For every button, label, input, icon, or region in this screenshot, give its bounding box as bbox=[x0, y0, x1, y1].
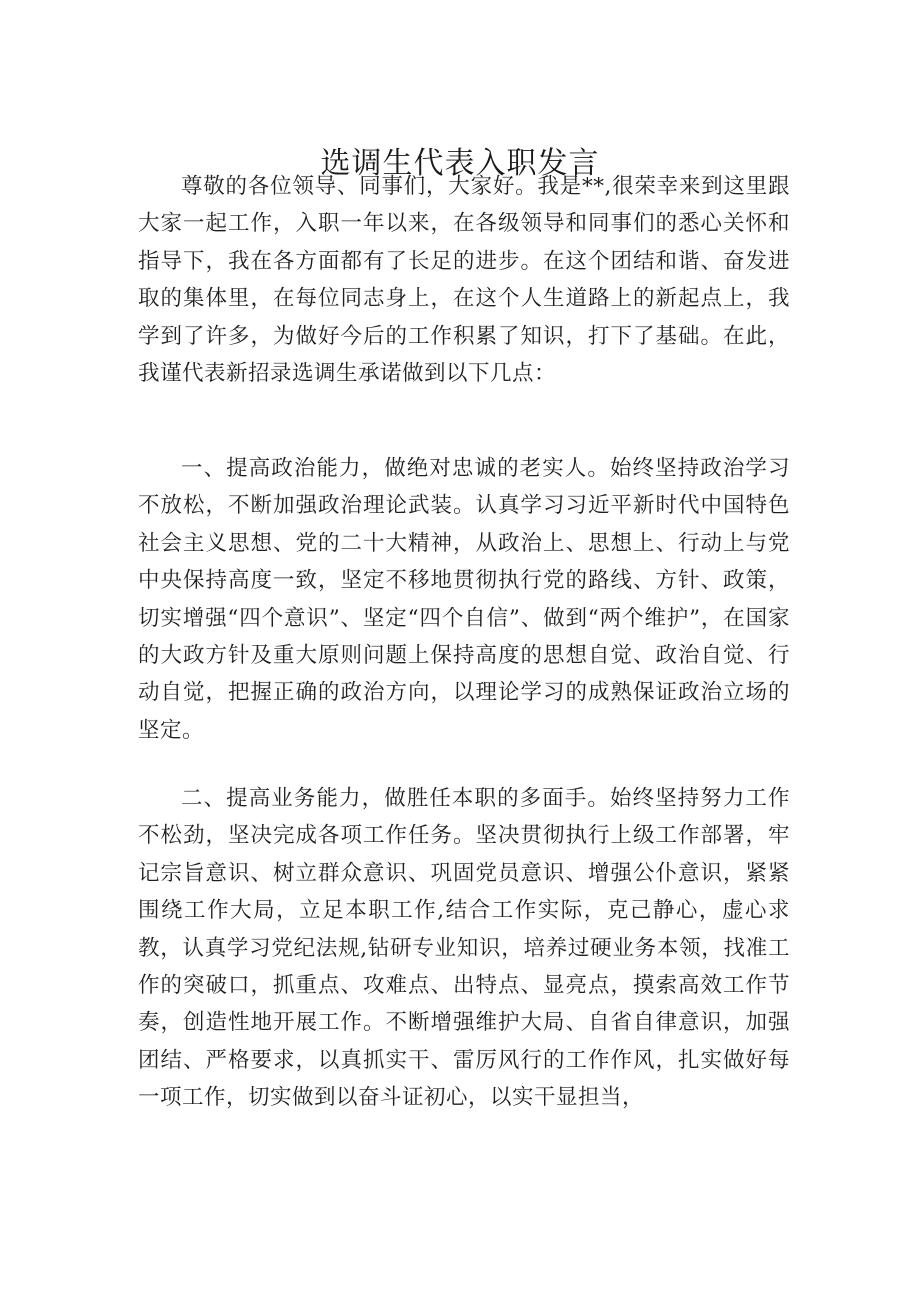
paragraph-political-ability: 一、提高政治能力，做绝对忠诚的老实人。始终坚持政治学习不放松，不断加强政治理论武装。认真学习习近平新时代中国特色社会主义思想、党的二十大精神，从政治上、思想上、行动上与党中央保持高度一致，坚定不移地贯彻执行党的路线、方针、政策，切实增强“四个意识”、坚定“四个自信”、做到“两个维护”，在国家的大政方针及重大原则问题上保持高度的思想自觉、政治自觉、行动自觉，把握正确的政治方向，以理论学习的成熟保证政治立场的坚定。 bbox=[138, 456, 790, 743]
paragraph-business-ability: 二、提高业务能力，做胜任本职的多面手。始终坚持努力工作不松劲，坚决完成各项工作任务。坚决贯彻执行上级工作部署，牢记宗旨意识、树立群众意识、巩固党员意识、增强公仆意识，紧紧围绕工作大局，立足本职工作,结合工作实际，克己静心，虚心求教，认真学习党纪法规,钻研专业知识，培养过硬业务本领，找准工作的突破口，抓重点、攻难点、出特点、显亮点，摸索高效工作节奏，创造性地开展工作。不断增强维护大局、自省自律意识，加强团结、严格要求，以真抓实干、雷厉风行的工作作风，扎实做好每一项工作，切实做到以奋斗证初心，以实干显担当， bbox=[138, 786, 790, 1111]
paragraph-intro: 尊敬的各位领导、同事们，大家好。我是**,很荣幸来到这里跟大家一起工作，入职一年以来，在各级领导和同事们的悉心关怀和指导下，我在各方面都有了长足的进步。在这个团结和谐、奋发进取的集体里，在每位同志身上，在这个人生道路上的新起点上，我学到了许多，为做好今后的工作积累了知识，打下了基础。在此，我谨代表新招录选调生承诺做到以下几点： bbox=[138, 174, 790, 387]
document-title: 选调生代表入职发言 bbox=[320, 146, 600, 182]
